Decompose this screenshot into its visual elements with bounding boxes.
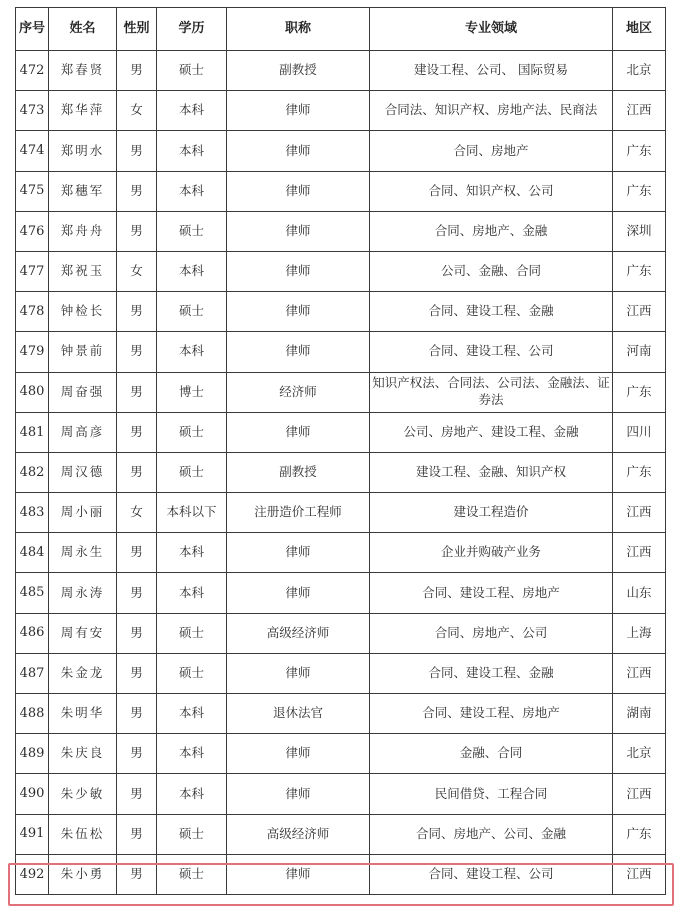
cell-field: 合同、房地产	[370, 131, 613, 171]
cell-field: 合同法、知识产权、房地产法、民商法	[370, 91, 613, 131]
table-row	[16, 814, 666, 854]
cell-title: 律师	[227, 251, 370, 291]
cell-field: 建设工程、金融、知识产权	[370, 452, 613, 492]
table-row	[16, 694, 666, 734]
cell-title: 注册造价工程师	[227, 493, 370, 533]
table-row	[16, 854, 666, 894]
table-row	[16, 613, 666, 653]
cell-gender: 男	[117, 292, 157, 332]
cell-education: 硕士	[157, 814, 227, 854]
cell-no: 480	[16, 372, 49, 412]
cell-name: 钟检长	[49, 292, 117, 332]
cell-field: 企业并购破产业务	[370, 533, 613, 573]
cell-education: 硕士	[157, 211, 227, 251]
cell-name: 周永生	[49, 533, 117, 573]
cell-field: 建设工程造价	[370, 493, 613, 533]
table-row	[16, 292, 666, 332]
cell-title: 律师	[227, 131, 370, 171]
cell-name: 周汉德	[49, 452, 117, 492]
cell-title: 经济师	[227, 372, 370, 412]
cell-region: 湖南	[613, 694, 666, 734]
cell-region: 河南	[613, 332, 666, 372]
cell-gender: 男	[117, 131, 157, 171]
table-row	[16, 51, 666, 91]
cell-education: 本科	[157, 171, 227, 211]
cell-gender: 男	[117, 854, 157, 894]
cell-gender: 男	[117, 734, 157, 774]
cell-education: 硕士	[157, 613, 227, 653]
cell-title: 律师	[227, 653, 370, 693]
cell-title: 律师	[227, 91, 370, 131]
cell-gender: 女	[117, 251, 157, 291]
cell-field: 合同、房地产、公司、金融	[370, 814, 613, 854]
table-row	[16, 533, 666, 573]
cell-region: 江西	[613, 653, 666, 693]
cell-name: 钟景前	[49, 332, 117, 372]
cell-no: 476	[16, 211, 49, 251]
cell-field: 合同、建设工程、房地产	[370, 573, 613, 613]
cell-gender: 男	[117, 372, 157, 412]
cell-name: 郑华萍	[49, 91, 117, 131]
cell-gender: 男	[117, 51, 157, 91]
table-row	[16, 372, 666, 412]
cell-no: 485	[16, 573, 49, 613]
header-region: 地区	[613, 8, 666, 51]
table-body	[16, 51, 666, 895]
cell-field: 建设工程、公司、 国际贸易	[370, 51, 613, 91]
header-title: 职称	[227, 8, 370, 51]
cell-education: 本科	[157, 332, 227, 372]
table-row	[16, 131, 666, 171]
cell-name: 周奋强	[49, 372, 117, 412]
cell-title: 高级经济师	[227, 814, 370, 854]
cell-region: 江西	[613, 91, 666, 131]
expert-roster-table	[15, 7, 666, 895]
cell-gender: 男	[117, 573, 157, 613]
cell-gender: 男	[117, 653, 157, 693]
cell-no: 491	[16, 814, 49, 854]
cell-education: 硕士	[157, 51, 227, 91]
cell-education: 本科	[157, 91, 227, 131]
cell-gender: 男	[117, 412, 157, 452]
table-row	[16, 653, 666, 693]
cell-title: 退休法官	[227, 694, 370, 734]
cell-name: 郑明水	[49, 131, 117, 171]
header-row	[16, 8, 666, 51]
cell-field: 公司、金融、合同	[370, 251, 613, 291]
cell-field: 合同、建设工程、金融	[370, 292, 613, 332]
table-row	[16, 211, 666, 251]
cell-title: 律师	[227, 854, 370, 894]
cell-no: 489	[16, 734, 49, 774]
cell-education: 硕士	[157, 452, 227, 492]
cell-no: 474	[16, 131, 49, 171]
cell-education: 博士	[157, 372, 227, 412]
header-name: 姓名	[49, 8, 117, 51]
cell-name: 郑祝玉	[49, 251, 117, 291]
cell-name: 郑穗军	[49, 171, 117, 211]
cell-field: 合同、建设工程、金融	[370, 653, 613, 693]
cell-no: 472	[16, 51, 49, 91]
table-row	[16, 734, 666, 774]
cell-title: 律师	[227, 573, 370, 613]
cell-title: 律师	[227, 533, 370, 573]
table-row	[16, 91, 666, 131]
cell-gender: 男	[117, 533, 157, 573]
cell-field: 合同、建设工程、公司	[370, 854, 613, 894]
cell-field: 合同、房地产、公司	[370, 613, 613, 653]
cell-region: 广东	[613, 452, 666, 492]
cell-title: 律师	[227, 292, 370, 332]
table-row	[16, 774, 666, 814]
cell-title: 副教授	[227, 452, 370, 492]
header-gender: 性别	[117, 8, 157, 51]
table-row	[16, 493, 666, 533]
cell-title: 律师	[227, 171, 370, 211]
table-row	[16, 452, 666, 492]
cell-field: 公司、房地产、建设工程、金融	[370, 412, 613, 452]
cell-title: 律师	[227, 774, 370, 814]
cell-region: 江西	[613, 774, 666, 814]
header-education: 学历	[157, 8, 227, 51]
cell-education: 硕士	[157, 653, 227, 693]
cell-region: 江西	[613, 854, 666, 894]
cell-gender: 女	[117, 91, 157, 131]
cell-no: 488	[16, 694, 49, 734]
cell-education: 本科	[157, 694, 227, 734]
cell-gender: 男	[117, 332, 157, 372]
cell-name: 朱金龙	[49, 653, 117, 693]
cell-no: 487	[16, 653, 49, 693]
cell-field: 合同、建设工程、房地产	[370, 694, 613, 734]
cell-gender: 男	[117, 211, 157, 251]
cell-no: 484	[16, 533, 49, 573]
cell-gender: 女	[117, 493, 157, 533]
cell-name: 朱少敏	[49, 774, 117, 814]
cell-region: 北京	[613, 51, 666, 91]
cell-gender: 男	[117, 694, 157, 734]
cell-title: 律师	[227, 211, 370, 251]
cell-region: 深圳	[613, 211, 666, 251]
cell-no: 482	[16, 452, 49, 492]
cell-region: 广东	[613, 372, 666, 412]
cell-education: 硕士	[157, 412, 227, 452]
cell-field: 金融、合同	[370, 734, 613, 774]
cell-education: 本科	[157, 533, 227, 573]
cell-education: 本科	[157, 251, 227, 291]
table-row	[16, 412, 666, 452]
cell-region: 广东	[613, 251, 666, 291]
cell-no: 486	[16, 613, 49, 653]
cell-field: 民间借贷、工程合同	[370, 774, 613, 814]
cell-no: 492	[16, 854, 49, 894]
table-row	[16, 171, 666, 211]
cell-education: 硕士	[157, 292, 227, 332]
cell-name: 朱明华	[49, 694, 117, 734]
cell-region: 上海	[613, 613, 666, 653]
cell-name: 郑春贤	[49, 51, 117, 91]
cell-education: 本科	[157, 774, 227, 814]
table-row	[16, 573, 666, 613]
cell-title: 副教授	[227, 51, 370, 91]
header-no: 序号	[16, 8, 49, 51]
cell-gender: 男	[117, 814, 157, 854]
table-row	[16, 332, 666, 372]
cell-education: 本科	[157, 734, 227, 774]
cell-region: 江西	[613, 533, 666, 573]
cell-gender: 男	[117, 452, 157, 492]
cell-no: 475	[16, 171, 49, 211]
cell-gender: 男	[117, 613, 157, 653]
cell-no: 481	[16, 412, 49, 452]
cell-name: 朱伍松	[49, 814, 117, 854]
cell-region: 江西	[613, 493, 666, 533]
table-row	[16, 251, 666, 291]
cell-field: 合同、房地产、金融	[370, 211, 613, 251]
cell-region: 广东	[613, 814, 666, 854]
cell-region: 山东	[613, 573, 666, 613]
cell-name: 朱庆良	[49, 734, 117, 774]
cell-region: 广东	[613, 131, 666, 171]
cell-gender: 男	[117, 171, 157, 211]
cell-region: 江西	[613, 292, 666, 332]
cell-gender: 男	[117, 774, 157, 814]
cell-education: 本科以下	[157, 493, 227, 533]
cell-name: 周小丽	[49, 493, 117, 533]
header-field: 专业领域	[370, 8, 613, 51]
cell-title: 律师	[227, 332, 370, 372]
cell-name: 周高彦	[49, 412, 117, 452]
cell-no: 479	[16, 332, 49, 372]
cell-name: 郑舟舟	[49, 211, 117, 251]
cell-title: 律师	[227, 734, 370, 774]
cell-education: 本科	[157, 131, 227, 171]
cell-education: 硕士	[157, 854, 227, 894]
cell-field: 合同、建设工程、公司	[370, 332, 613, 372]
cell-no: 473	[16, 91, 49, 131]
cell-title: 律师	[227, 412, 370, 452]
cell-title: 高级经济师	[227, 613, 370, 653]
cell-name: 朱小勇	[49, 854, 117, 894]
cell-region: 北京	[613, 734, 666, 774]
cell-name: 周有安	[49, 613, 117, 653]
cell-field: 合同、知识产权、公司	[370, 171, 613, 211]
cell-no: 477	[16, 251, 49, 291]
cell-region: 四川	[613, 412, 666, 452]
cell-no: 483	[16, 493, 49, 533]
cell-no: 478	[16, 292, 49, 332]
cell-region: 广东	[613, 171, 666, 211]
cell-no: 490	[16, 774, 49, 814]
cell-name: 周永涛	[49, 573, 117, 613]
cell-education: 本科	[157, 573, 227, 613]
cell-field: 知识产权法、合同法、公司法、金融法、证券法	[370, 372, 613, 412]
